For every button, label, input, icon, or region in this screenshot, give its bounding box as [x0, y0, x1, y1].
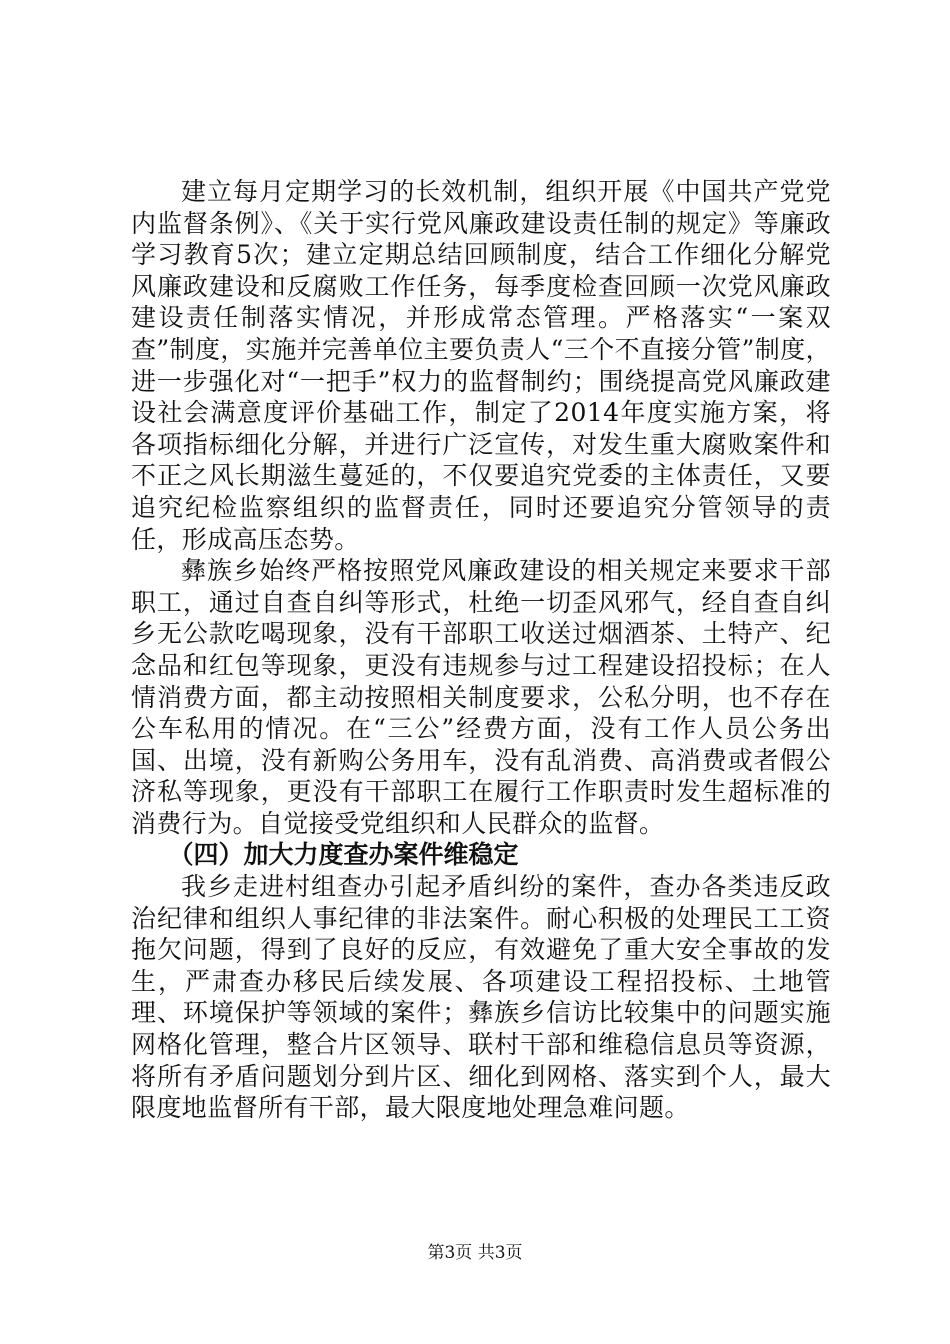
- paragraph-study-mechanism: 建立每月定期学习的长效机制，组织开展《中国共产党党内监督条例》、《关于实行党风廉政建设责任制的规定》等廉政学习教育5次；建立定期总结回顾制度，结合工作细化分解党风廉政建设和反腐败工作任务，每季度检查回顾一次党风廉政建设责任制落实情况，并形成常态管理。严格落实“一案双查”制度，实施并完善单位主要负责人“三个不直接分管”制度，进一步强化对“一把手”权力的监督制约；围绕提高党风廉政建设社会满意度评价基础工作，制定了2014年度实施方案，将各项指标细化分解，并进行广泛宣传，对发生重大腐败案件和不正之风长期滋生蔓延的，不仅要追究党委的主体责任，又要追究纪检监察组织的监督责任，同时还要追究分管领导的责任，形成高压态势。: [131, 177, 831, 554]
- section-heading: （四）加大力度查办案件维稳定: [168, 840, 519, 870]
- page-footer: 第3页 共3页: [427, 1243, 523, 1263]
- paragraph-self-inspection: 彝族乡始终严格按照党风廉政建设的相关规定来要求干部职工，通过自查自纠等形式，杜绝一切歪风邪气，经自查自纠乡无公款吃喝现象，没有干部职工收送过烟酒茶、土特产、纪念品和红包等现象，更没有违规参与过工程建设招投标；在人情消费方面，都主动按照相关制度要求，公私分明，也不存在公车私用的情况。在“三公”经费方面，没有工作人员公务出国、出境，没有新购公务用车，没有乱消费、高消费或者假公济私等现象，更没有干部职工在履行工作职责时发生超标准的消费行为。自觉接受党组织和人民群众的监督。: [131, 556, 831, 838]
- paragraph-case-handling: 我乡走进村组查办引起矛盾纠纷的案件，查办各类违反政治纪律和组织人事纪律的非法案件。耐心积极的处理民工工资拖欠问题，得到了良好的反应，有效避免了重大安全事故的发生，严肃查办移民后续发展、各项建设工程招投标、土地管理、环境保护等领域的案件；彝族乡信访比较集中的问题实施网格化管理，整合片区领导、联村干部和维稳信息员等资源，将所有矛盾问题划分到片区、细化到网格、落实到个人，最大限度地监督所有干部，最大限度地处理急难问题。: [131, 872, 831, 1123]
- document-body: [131, 176, 831, 1124]
